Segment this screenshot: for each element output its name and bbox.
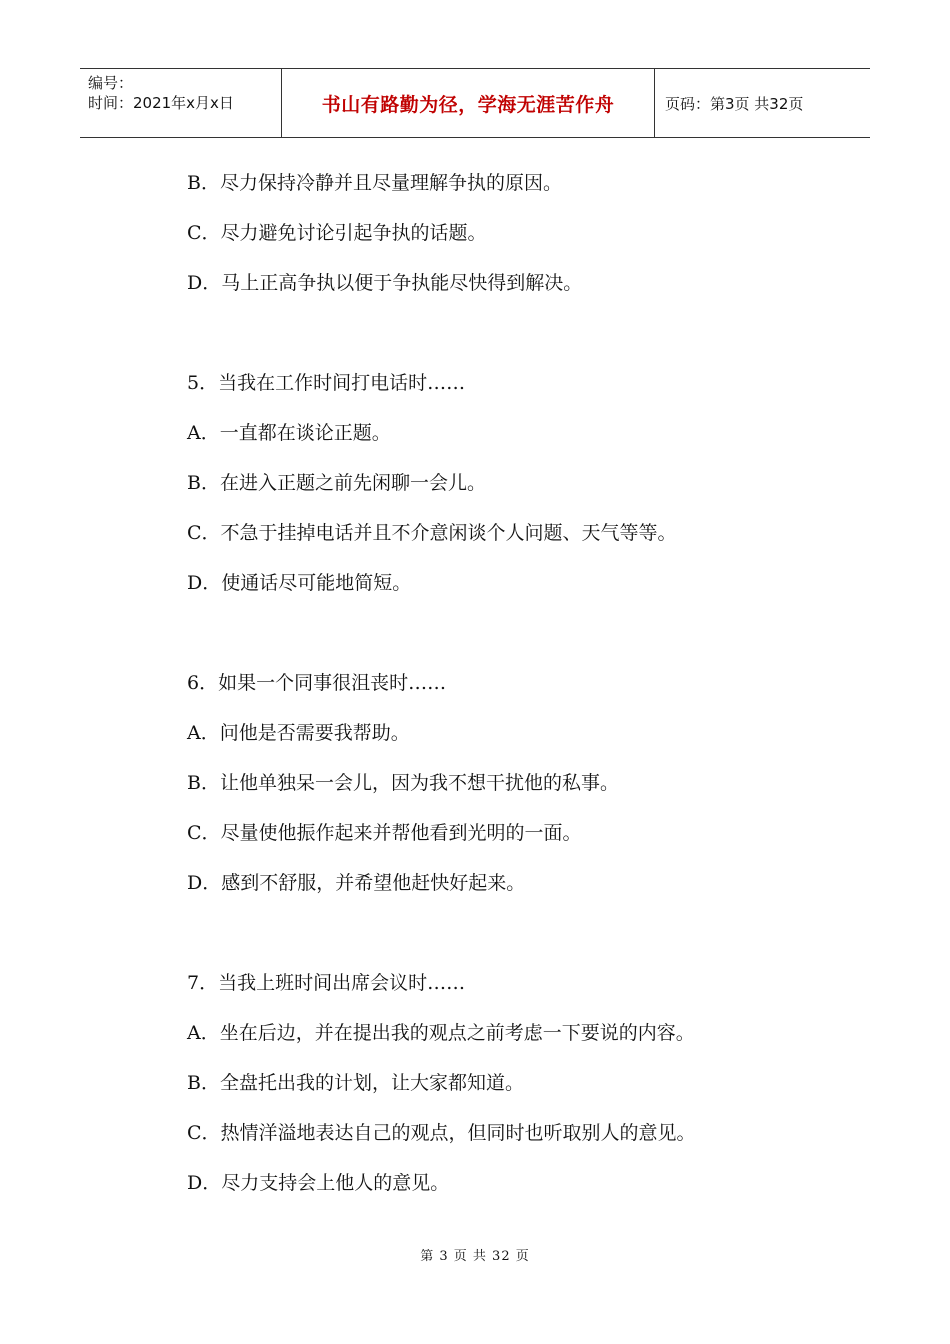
blank-line xyxy=(187,608,887,658)
document-header xyxy=(80,68,870,138)
answer-option: B．在进入正题之前先闲聊一会儿。 xyxy=(187,472,486,494)
blank-line xyxy=(187,908,887,958)
answer-option: B．尽力保持冷静并且尽量理解争执的原因。 xyxy=(187,172,562,194)
header-page-info: 页码：第3页 共32页 xyxy=(665,94,804,113)
answer-option: D．使通话尽可能地简短。 xyxy=(187,572,412,594)
id-label: 编号： xyxy=(88,74,134,92)
header-motto-cell xyxy=(282,69,655,137)
time-label: 时间：2021年x月x日 xyxy=(88,94,234,112)
answer-option: D．尽力支持会上他人的意见。 xyxy=(187,1172,450,1194)
page-footer: 第 3 页 共 32 页 xyxy=(420,1249,530,1264)
answer-option: C．尽量使他振作起来并帮他看到光明的一面。 xyxy=(187,822,582,844)
question-stem: 6．如果一个同事很沮丧时…… xyxy=(187,672,447,694)
header-motto: 书山有路勤为径，学海无涯苦作舟 xyxy=(321,93,615,116)
question-stem: 7．当我上班时间出席会议时…… xyxy=(187,972,466,994)
answer-option: B．全盘托出我的计划，让大家都知道。 xyxy=(187,1072,524,1094)
answer-option: A．坐在后边，并在提出我的观点之前考虑一下要说的内容。 xyxy=(187,1022,695,1044)
answer-option: A．一直都在谈论正题。 xyxy=(187,422,391,444)
header-meta xyxy=(80,69,282,137)
answer-option: A．问他是否需要我帮助。 xyxy=(187,722,410,744)
answer-option: C．热情洋溢地表达自己的观点，但同时也听取别人的意见。 xyxy=(187,1122,696,1144)
question-stem: 5．当我在工作时间打电话时…… xyxy=(187,372,466,394)
answer-option: D．感到不舒服，并希望他赶快好起来。 xyxy=(187,872,526,894)
question-content xyxy=(187,158,887,1208)
header-page-info-cell xyxy=(655,69,870,137)
answer-option: D．马上正高争执以便于争执能尽快得到解决。 xyxy=(187,272,583,294)
answer-option: C．尽力避免讨论引起争执的话题。 xyxy=(187,222,487,244)
blank-line xyxy=(187,308,887,358)
answer-option: B．让他单独呆一会儿，因为我不想干扰他的私事。 xyxy=(187,772,619,794)
answer-option: C．不急于挂掉电话并且不介意闲谈个人问题、天气等等。 xyxy=(187,522,677,544)
